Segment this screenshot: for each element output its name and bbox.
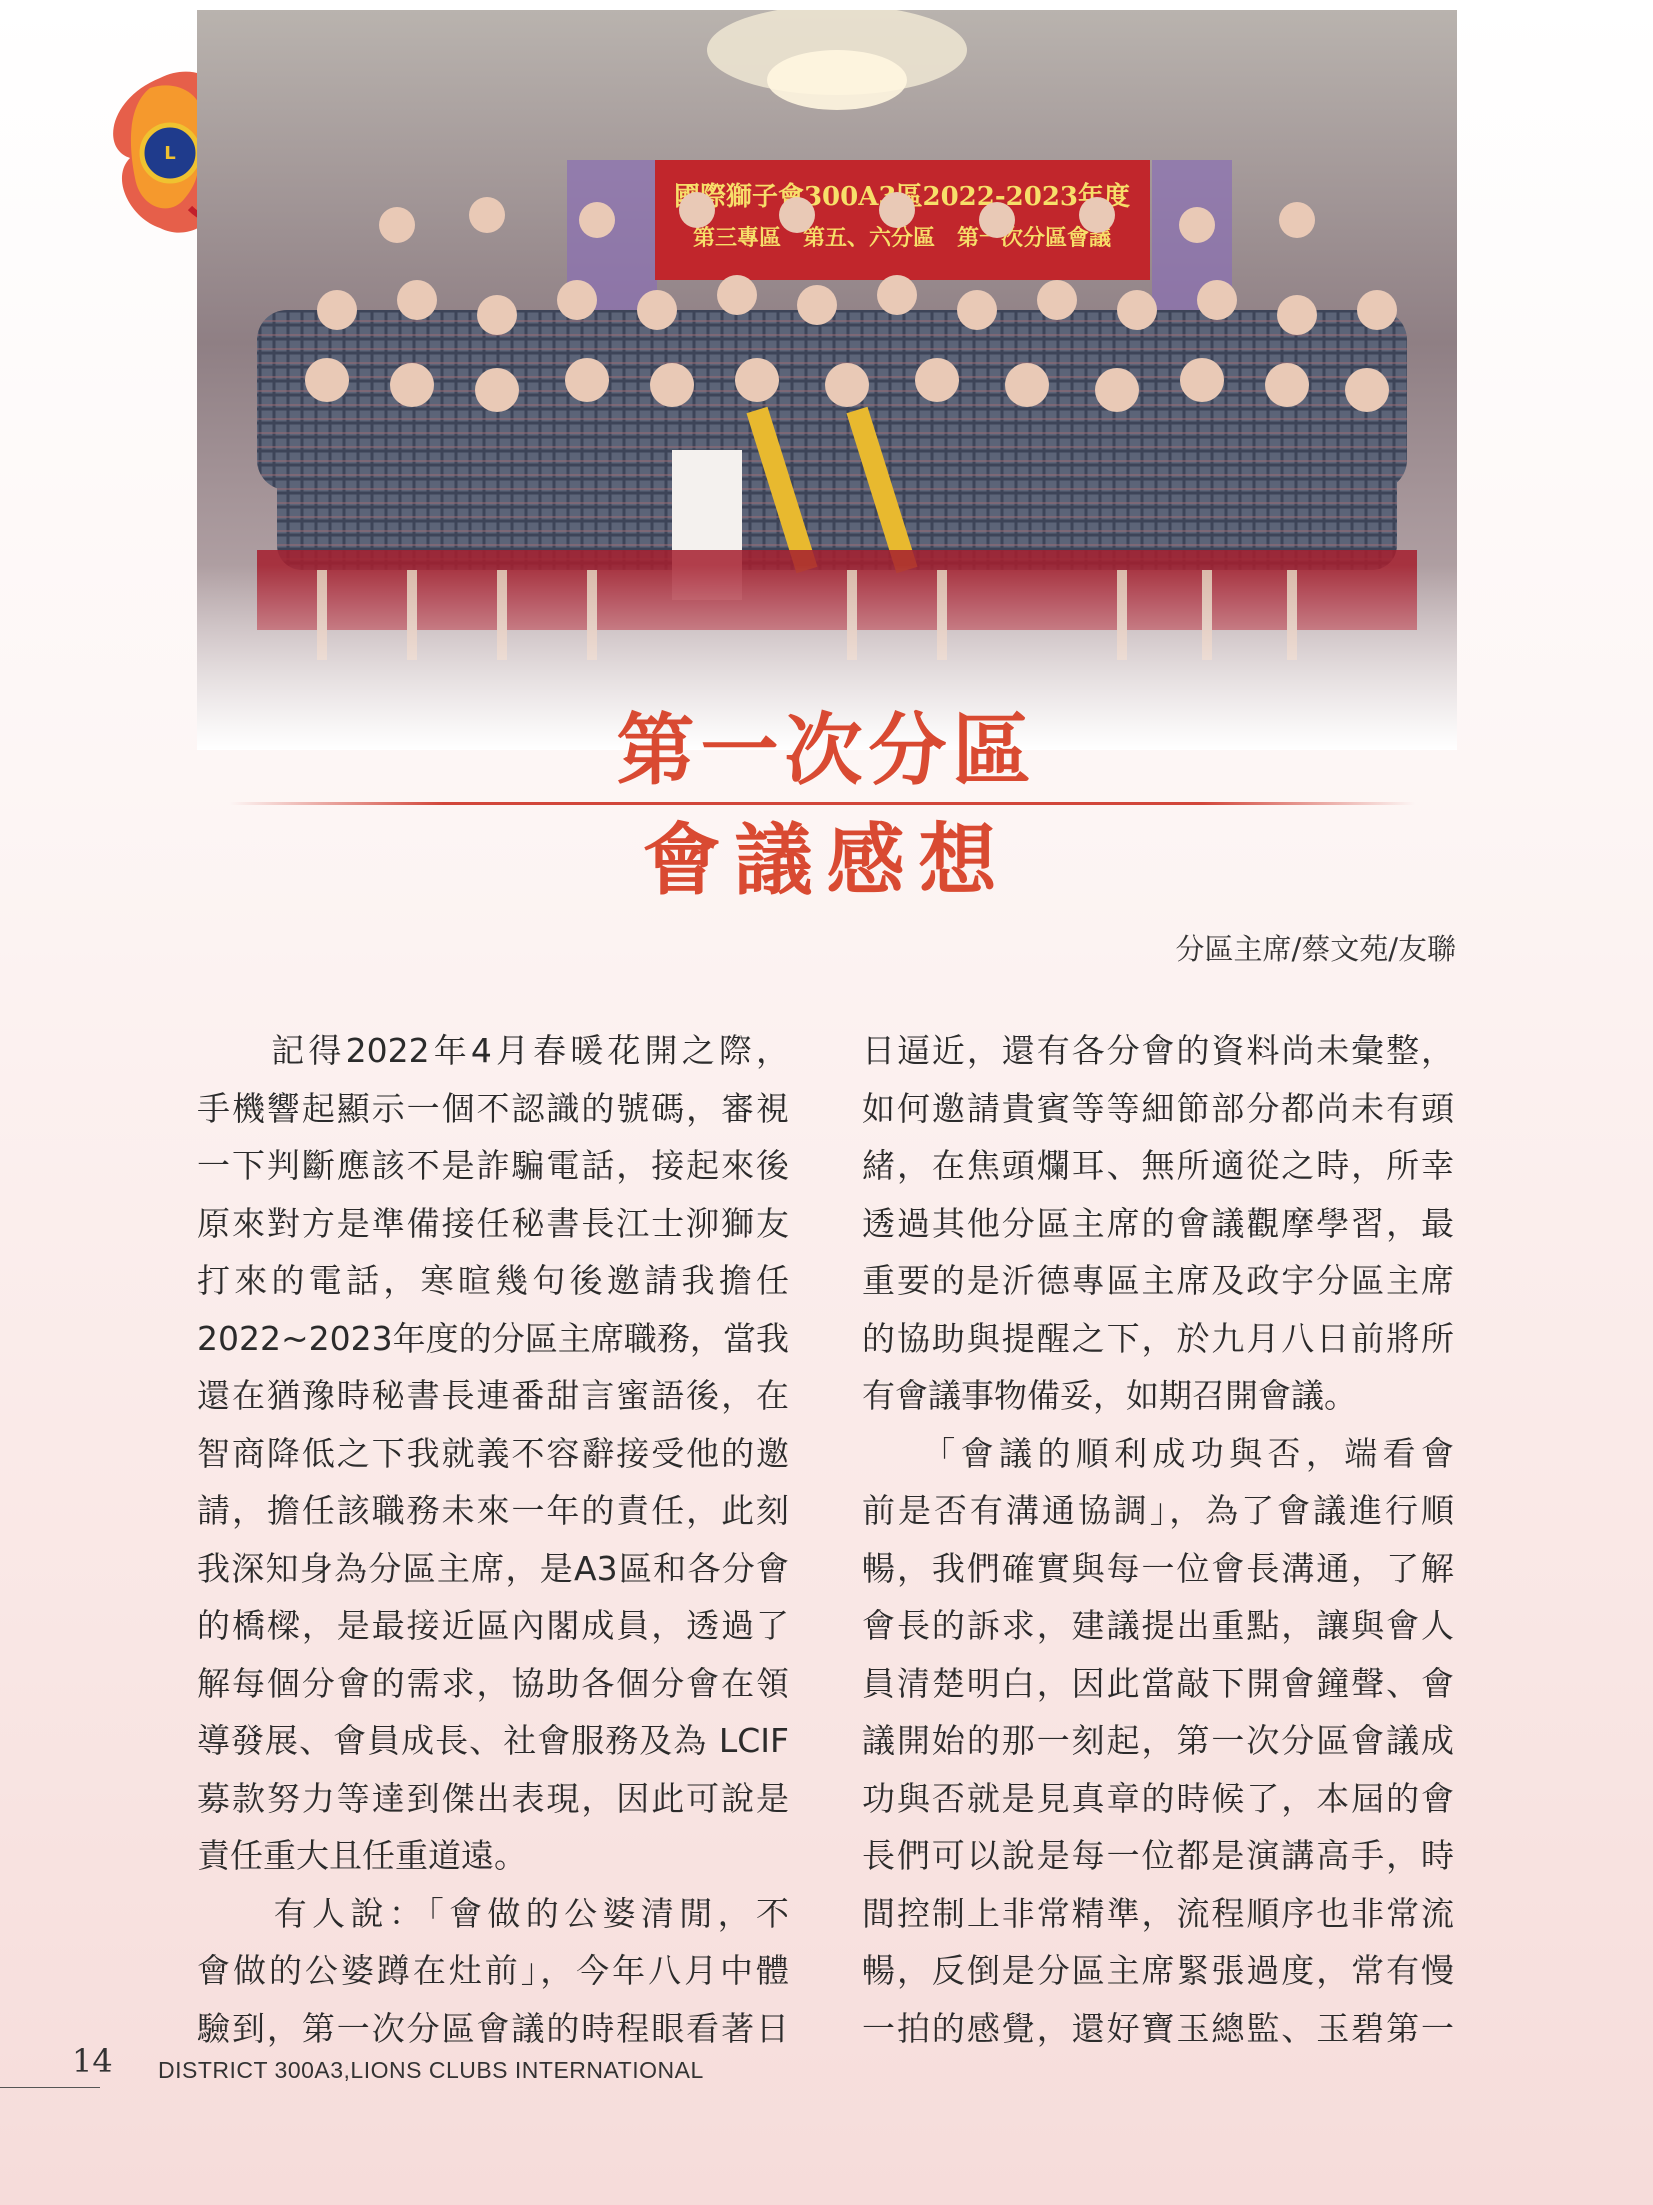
body-text-line: 募款努力等達到傑出表現，因此可說是 xyxy=(197,1778,789,1818)
page-number: 14 xyxy=(72,2042,113,2080)
body-text-line: 緒，在焦頭爛耳、無所適從之時，所幸 xyxy=(862,1146,1454,1185)
body-text-line: 會做的公婆蹲在灶前」，今年八月中體 xyxy=(197,1951,789,1990)
body-text-line: 還在猶豫時秘書長連番甜言蜜語後，在 xyxy=(197,1376,789,1415)
body-text-line: 手機響起顯示一個不認識的號碼，審視 xyxy=(197,1088,789,1128)
article-body-right-column xyxy=(862,1022,1454,2057)
body-text-line: 一拍的感覺，還好寶玉總監、玉碧第一 xyxy=(862,2008,1454,2048)
body-text-line: 暢，我們確實與每一位會長溝通，了解 xyxy=(862,1548,1454,1588)
body-text-line: 前是否有溝通協調」，為了會議進行順 xyxy=(862,1491,1454,1530)
body-text-line: 2022~2023年度的分區主席職務，當我 xyxy=(197,1318,789,1358)
article-body-left-column xyxy=(197,1022,789,2057)
body-text-line: 原來對方是準備接任秘書長江士泖獅友 xyxy=(197,1203,789,1243)
group-photo xyxy=(197,10,1457,750)
body-text-line: 如何邀請貴賓等等細節部分都尚未有頭 xyxy=(862,1088,1454,1128)
body-text-line: 員清楚明白，因此當敲下開會鐘聲、會 xyxy=(862,1663,1454,1703)
body-text-line: 驗到，第一次分區會議的時程眼看著日 xyxy=(197,2008,789,2048)
body-text-line: 會長的訴求，建議提出重點，讓與會人 xyxy=(862,1606,1454,1645)
body-text-line: 的橋樑，是最接近區內閣成員，透過了 xyxy=(197,1606,789,1645)
body-text-line: 請，擔任該職務未來一年的責任，此刻 xyxy=(197,1491,789,1530)
body-text-line: 日逼近，還有各分會的資料尚未彙整， xyxy=(862,1031,1454,1070)
svg-text:L: L xyxy=(164,143,176,164)
footer-divider xyxy=(0,2087,100,2088)
body-text-line: 間控制上非常精準，流程順序也非常流 xyxy=(862,1893,1454,1933)
article-title-line2: 會議感想 xyxy=(642,815,1011,906)
body-text-line: 暢，反倒是分區主席緊張過度，常有慢 xyxy=(862,1951,1454,1990)
body-text-line: 打來的電話，寒暄幾句後邀請我擔任 xyxy=(197,1261,789,1300)
body-text-line: 有人說：「會做的公婆清閒，不 xyxy=(197,1893,789,1933)
body-text-line: 長們可以說是每一位都是演講高手，時 xyxy=(862,1836,1454,1875)
title-divider xyxy=(230,802,1415,805)
body-text-line: 一下判斷應該不是詐騙電話，接起來後 xyxy=(197,1146,789,1185)
body-text-line: 重要的是沂德專區主席及政宇分區主席 xyxy=(862,1261,1454,1300)
body-text-line: 責任重大且任重道遠。 xyxy=(197,1836,527,1875)
body-text-line: 的協助與提醒之下，於九月八日前將所 xyxy=(862,1318,1454,1358)
article-byline: 分區主席/蔡文苑/友聯 xyxy=(1175,932,1456,966)
body-text-line: 透過其他分區主席的會議觀摩學習，最 xyxy=(862,1203,1454,1243)
body-text-line: 解每個分會的需求，協助各個分會在領 xyxy=(197,1663,789,1703)
body-text-line: 導發展、會員成長、社會服務及為 LCIF xyxy=(197,1721,789,1760)
body-text-line: 智商降低之下我就義不容辭接受他的邀 xyxy=(197,1433,789,1473)
body-text-line: 有會議事物備妥，如期召開會議。 xyxy=(862,1376,1357,1415)
body-text-line: 記得2022年4月春暖花開之際， xyxy=(197,1031,789,1070)
body-text-line: 議開始的那一刻起，第一次分區會議成 xyxy=(862,1721,1454,1760)
article-title-line1: 第一次分區 xyxy=(616,705,1037,796)
body-text-line: 我深知身為分區主席，是A3區和各分會 xyxy=(197,1548,789,1588)
publication-name: DISTRICT 300A3,LIONS CLUBS INTERNATIONAL xyxy=(158,2057,704,2083)
body-text-line: 「會議的順利成功與否，端看會 xyxy=(862,1433,1454,1473)
body-text-line: 功與否就是見真章的時候了，本屆的會 xyxy=(862,1778,1454,1818)
